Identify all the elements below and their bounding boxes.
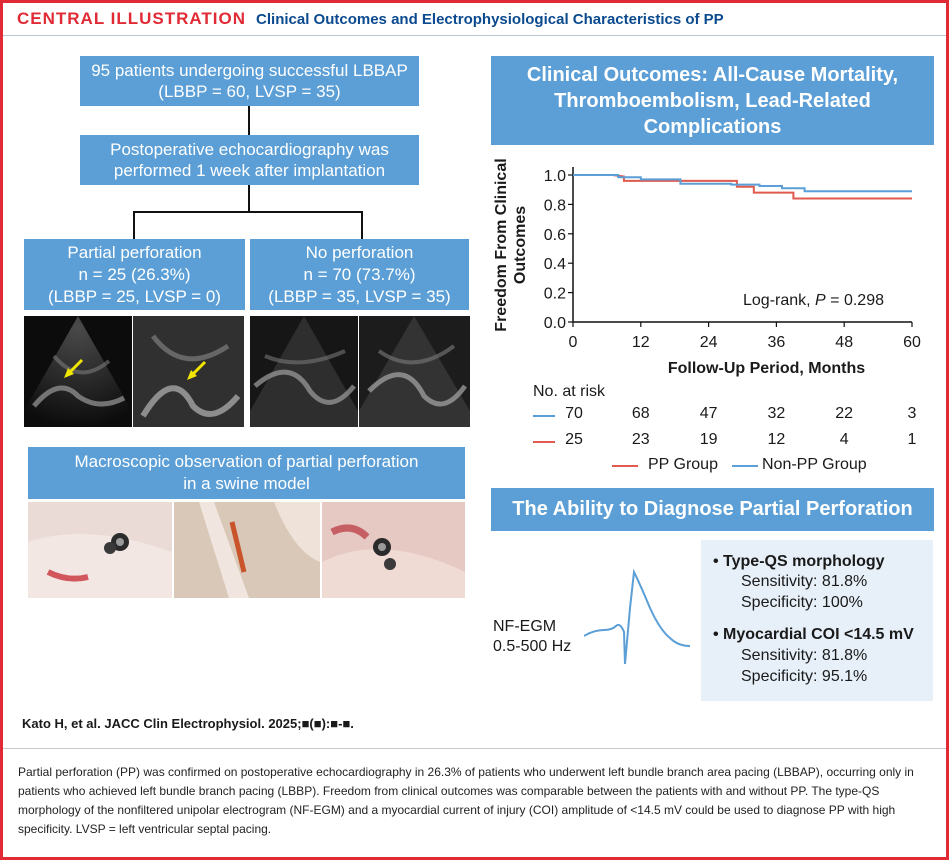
no-perf-line2: n = 70 (73.7%) [303,264,416,284]
macro-line2: in a swine model [183,474,310,493]
y-tick-label: 0.0 [543,315,566,332]
flow-connector [133,211,362,213]
x-axis-label: Follow-Up Period, Months [667,360,866,377]
risk-value: 1 [907,431,917,448]
risk-value: 12 [767,431,786,448]
flow-box-echo [80,135,419,185]
echo-image-none-1 [250,316,358,427]
flow-box-patients [80,56,419,106]
chart-title-line3: Complications [643,115,782,138]
partial-line3: (LBBP = 25, LVSP = 0) [48,286,221,306]
no-perf-line1: No perforation [305,242,414,262]
macro-line1: Macroscopic observation of partial perforation [74,452,419,471]
risk-value: 23 [631,431,650,448]
type-qs-specificity: Specificity: 100% [741,594,863,611]
y-tick-label: 0.2 [543,285,566,303]
macro-photo-2 [174,502,320,598]
legend [612,456,912,476]
echo-image-none-2 [359,316,470,427]
risk-value: 25 [565,431,583,448]
y-tick-label: 0.8 [543,197,566,215]
risk-title: No. at risk [533,383,606,400]
risk-value: 22 [835,405,854,422]
x-tick-label: 24 [699,334,718,351]
type-qs-heading: • Type-QS morphology [713,553,885,570]
header [3,3,946,36]
x-tick-label: 12 [631,334,650,351]
no-perf-line3: (LBBP = 35, LVSP = 35) [268,286,451,306]
macro-photo-1 [28,502,172,598]
macro-observation-box [28,447,465,499]
risk-row-swatch [533,415,555,417]
coi-sensitivity: Sensitivity: 81.8% [741,647,868,664]
coi-heading: • Myocardial COI <14.5 mV [713,626,914,643]
y-tick-label: 0.6 [543,226,566,244]
risk-value: 19 [699,431,718,448]
echo-image-partial-2 [133,316,244,427]
header-title: Clinical Outcomes and Electrophysiological Characteristics of PP [256,10,724,28]
y-tick-label: 0.4 [543,256,566,274]
flow-connector [248,106,250,135]
citation: Kato H, et al. JACC Clin Electrophysiol. 2025;■(■):■-■. [22,716,354,731]
echo-image-partial-1 [24,316,132,427]
x-tick-label: 36 [767,334,786,351]
x-tick-label: 0 [568,334,578,351]
egm-label [493,617,571,657]
risk-value: 68 [631,405,650,422]
flow-box-partial-perforation [24,239,245,310]
flow-box-patients-line1: 95 patients undergoing successful LBBAP [91,61,408,80]
flow-box-echo-line1: Postoperative echocardiography was [110,140,389,159]
risk-value: 47 [699,405,718,422]
risk-value: 4 [839,431,849,448]
risk-row-swatch [533,441,555,443]
diagnosis-title: The Ability to Diagnose Partial Perforation [491,488,934,531]
egm-label-line2: 0.5-500 Hz [493,638,572,655]
divider [3,748,946,749]
flow-connector [248,185,250,212]
chart-title [491,56,934,145]
legend-pp-label: PP Group [648,456,718,473]
x-tick-label: 60 [903,334,921,351]
y-axis-label: Freedom From Clinical Outcomes [493,158,529,332]
header-tag: CENTRAL ILLUSTRATION [17,9,247,28]
y-tick-label: 1.0 [543,168,566,185]
egm-waveform [584,568,694,668]
x-tick-label: 48 [835,334,854,351]
egm-label-line1: NF-EGM [493,618,557,635]
chart-title-line2: Thromboembolism, Lead-Related [554,89,871,112]
risk-value: 70 [565,405,583,422]
diagnosis-box [701,540,933,701]
coi-specificity: Specificity: 95.1% [741,668,868,685]
type-qs-sensitivity: Sensitivity: 81.8% [741,573,868,590]
flow-box-patients-line2: (LBBP = 60, LVSP = 35) [158,82,341,101]
flow-box-echo-line2: performed 1 week after implantation [113,161,386,180]
log-rank-annotation: Log-rank, P = 0.298 [743,292,884,309]
macro-photo-3 [322,502,465,598]
legend-nonpp-swatch [732,465,758,467]
partial-line2: n = 25 (26.3%) [78,264,191,284]
risk-value: 32 [767,405,786,422]
chart-title-line1: Clinical Outcomes: All-Cause Mortality, [526,63,899,86]
flow-connector [361,211,363,239]
caption: Partial perforation (PP) was confirmed on postoperative echocardiography in 26.3% of patients who underwent left bundle branch area pacing (LBBAP), occurring only in patients who achieved left bundle branch pacing (LBBP). Freedom from clinical outcomes was comparable between the patients with and without PP. The type-QS morphology of the nonfiltered unipolar electrogram (NF-EGM) and a myocardial current of injury (COI) amplitude of <14.5 mV could be used to diagnose PP with high specificity. LVSP = left ventricular septal pacing. [18,765,914,836]
partial-line1: Partial perforation [67,242,202,262]
legend-nonpp-label: Non-PP Group [762,456,867,473]
legend-pp-swatch [612,465,638,467]
risk-value: 3 [907,405,917,422]
flow-connector [133,211,135,239]
flow-box-no-perforation [250,239,469,310]
